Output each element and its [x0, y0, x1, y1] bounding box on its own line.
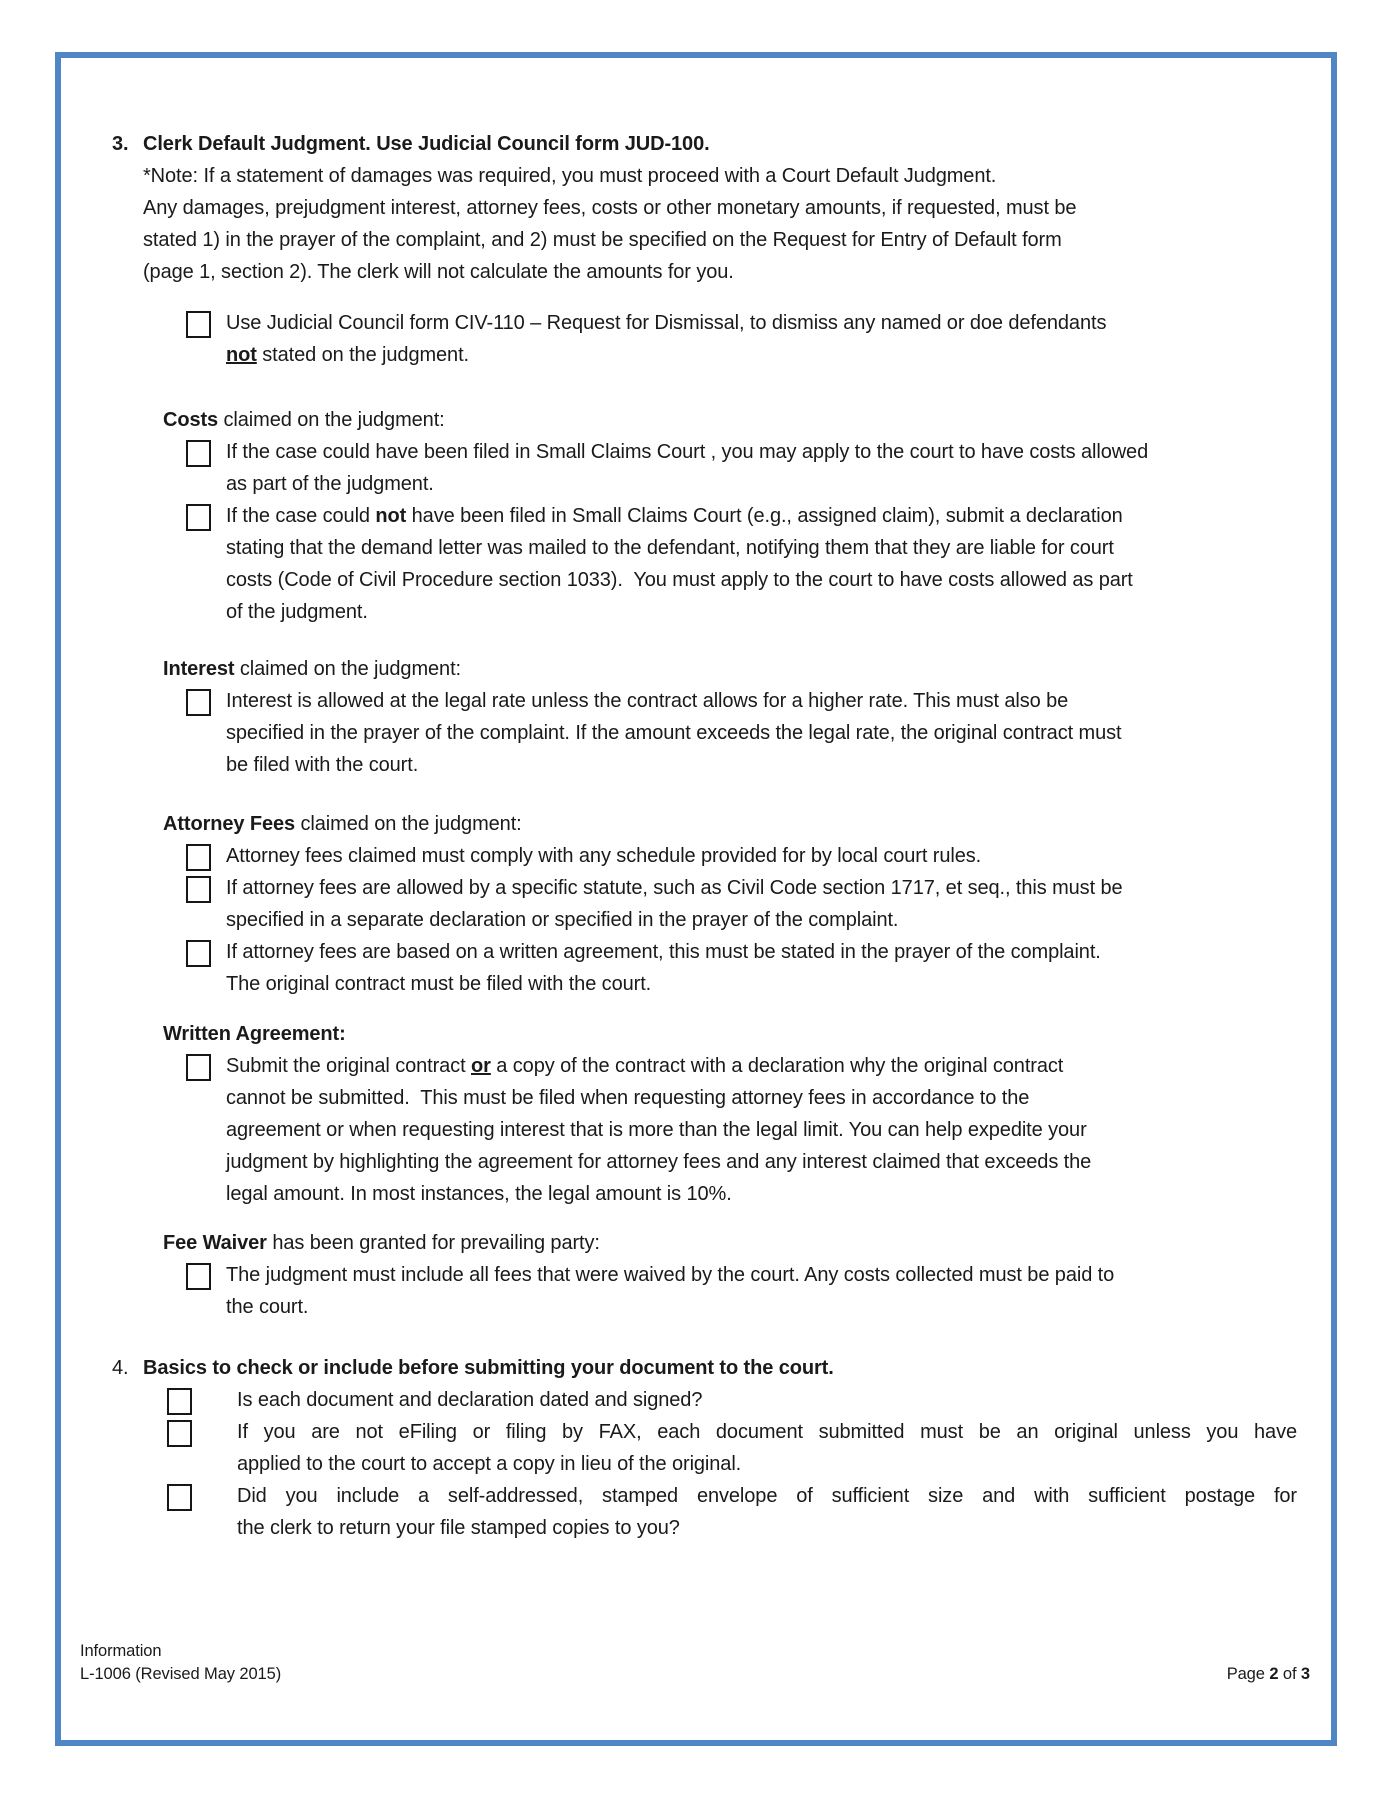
note-paragraph [61, 160, 1331, 288]
item-text: Submit the original contract or a copy of the contract with a declaration why the original contract cannot be submitted. This must be filed when requesting attorney fees in accordance to the agreement or when requesting interest that is more than the legal limit. You can help expedite your judgment by highlighting the agreement for attorney fees and any interest claimed that exceeds the legal amount. In most instances, the legal amount is 10%. [226, 1055, 1092, 1205]
section-number: 4. [112, 1357, 129, 1379]
page-footer [80, 1640, 1310, 1686]
checkbox-item [61, 872, 1331, 936]
checkbox[interactable] [186, 504, 211, 531]
document-page [55, 52, 1337, 1746]
emphasized-word: not [375, 505, 407, 527]
emphasized-word: or [471, 1055, 491, 1077]
checkbox-item [61, 1480, 1331, 1544]
checkbox-item [61, 685, 1331, 781]
checkbox[interactable] [186, 940, 211, 967]
checkbox[interactable] [167, 1484, 192, 1511]
item-text: If attorney fees are based on a written agreement, this must be stated in the prayer of the complaint. The original contract must be filed with the court. [226, 941, 1101, 995]
item-text: Is each document and declaration dated and signed? [237, 1389, 703, 1411]
item-text: Attorney fees claimed must comply with any schedule provided for by local court rules. [226, 845, 982, 867]
section-4-heading [61, 1352, 1331, 1384]
note-line: Any damages, prejudgment interest, attorney fees, costs or other monetary amounts, if requested, must be [143, 197, 1077, 219]
checkbox[interactable] [186, 440, 211, 467]
attorney-fees-label: Attorney Fees claimed on the judgment: [163, 813, 522, 835]
checkbox-item [61, 307, 1331, 371]
item-text: If the case could not have been filed in Small Claims Court (e.g., assigned claim), submit a declaration stating that the demand letter was mailed to the defendant, notifying them that they are liable for court costs (Code of Civil Procedure section 1033). You must apply to the court to have costs allowed as part of the judgment. [226, 505, 1133, 623]
item-text: Use Judicial Council form CIV-110 – Request for Dismissal, to dismiss any named or doe defendants not stated on the judgment. [226, 312, 1107, 366]
interest-label: Interest claimed on the judgment: [163, 658, 461, 680]
document-content [61, 128, 1331, 1544]
checkbox-item [61, 1050, 1331, 1210]
checkbox[interactable] [186, 689, 211, 716]
item-text: If attorney fees are allowed by a specific statute, such as Civil Code section 1717, et seq., this must be specified in a separate declaration or specified in the prayer of the complaint. [226, 877, 1123, 931]
note-line: *Note: If a statement of damages was required, you must proceed with a Court Default Judgment. [143, 165, 997, 187]
item-text: Did you include a self-addressed, stamped envelope of sufficient size and with sufficient postage for the clerk to return your file stamped copies to you? [237, 1485, 1297, 1539]
footer-form-number: L-1006 (Revised May 2015) [80, 1665, 282, 1683]
checkbox-item [61, 436, 1331, 500]
checkbox-item [61, 1384, 1331, 1416]
item-text: If you are not eFiling or filing by FAX, each document submitted must be an original unless you have applied to the court to accept a copy in lieu of the original. [237, 1421, 1297, 1475]
note-line: stated 1) in the prayer of the complaint, and 2) must be specified on the Request for Entry of Default form [143, 229, 1062, 251]
checkbox-item [61, 500, 1331, 628]
section-3-heading [61, 128, 1331, 160]
page-number: Page 2 of 3 [1226, 1665, 1310, 1683]
section-title: Basics to check or include before submitting your document to the court. [143, 1357, 834, 1379]
checkbox[interactable] [186, 1054, 211, 1081]
checkbox[interactable] [186, 876, 211, 903]
checkbox-item [61, 1416, 1331, 1480]
item-text: If the case could have been filed in Small Claims Court , you may apply to the court to have costs allowed as part of the judgment. [226, 441, 1149, 495]
checkbox[interactable] [167, 1388, 192, 1415]
footer-form-name: Information [80, 1642, 162, 1660]
checkbox[interactable] [167, 1420, 192, 1447]
checkbox[interactable] [186, 1263, 211, 1290]
item-text: The judgment must include all fees that were waived by the court. Any costs collected must be paid to the court. [226, 1264, 1115, 1318]
note-line: (page 1, section 2). The clerk will not calculate the amounts for you. [143, 261, 734, 283]
item-text: Interest is allowed at the legal rate unless the contract allows for a higher rate. This must also be specified in the prayer of the complaint. If the amount exceeds the legal rate, the original contract must be filed with the court. [226, 690, 1122, 776]
emphasized-word: not [226, 344, 257, 366]
section-title: Clerk Default Judgment. Use Judicial Council form JUD-100. [143, 133, 710, 155]
costs-label: Costs claimed on the judgment: [163, 409, 445, 431]
checkbox-item [61, 840, 1331, 872]
checkbox[interactable] [186, 311, 211, 338]
checkbox[interactable] [186, 844, 211, 871]
section-number: 3. [112, 133, 129, 155]
checkbox-item [61, 1259, 1331, 1323]
written-agreement-label: Written Agreement: [163, 1023, 346, 1045]
checkbox-item [61, 936, 1331, 1000]
fee-waiver-label: Fee Waiver has been granted for prevailing party: [163, 1232, 600, 1254]
